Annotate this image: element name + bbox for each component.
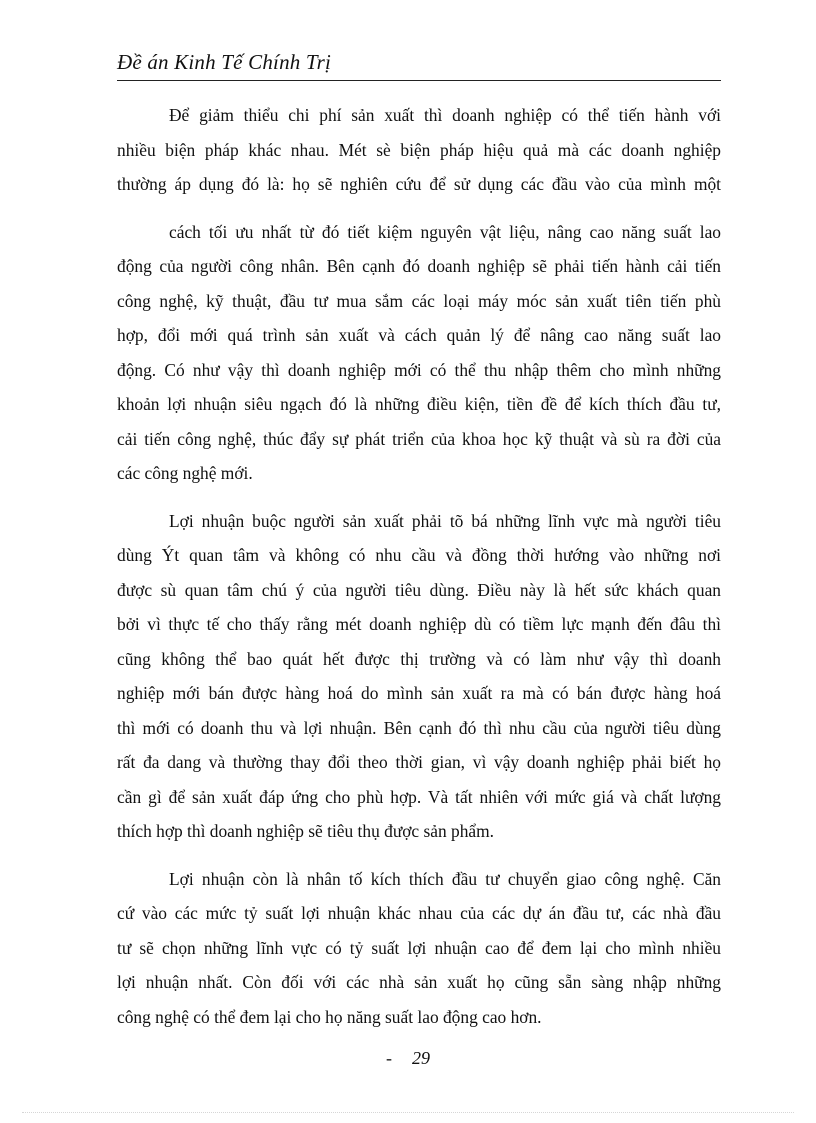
text-line: động. Có như vậy thì doanh nghiệp mới có thể thu nhập thêm cho mình những — [117, 359, 721, 380]
text-line: động của người công nhân. Bên cạnh đó doanh nghiệp sẽ phải tiến hành cải tiến — [117, 256, 721, 276]
text-line: công nghệ, kỹ thuật, đầu tư mua sắm các loại máy móc sản xuất tiên tiến phù — [117, 290, 721, 311]
text-line: Lợi nhuận còn là nhân tố kích thích đầu tư chuyển giao công nghệ. Căn — [169, 868, 721, 889]
paragraph — [117, 862, 721, 1035]
text-line: hợp, đổi mới quá trình sản xuất và cách quản lý để nâng cao năng suất lao — [117, 325, 721, 345]
paragraph — [117, 215, 721, 491]
text-line: được sù quan tâm chú ý của người tiêu dùng. Điều này là hết sức khách quan — [117, 579, 721, 600]
text-line: thích hợp thì doanh nghiệp sẽ tiêu thụ được sản phẩm. — [117, 821, 495, 841]
text-line: khoản lợi nhuận siêu ngạch đó là những điều kiện, tiền đề để kích thích đầu tư, — [117, 394, 721, 414]
text-line: tư sẽ chọn những lĩnh vực có tỷ suất lợi nhuận cao để đem lại cho mình nhiều — [117, 937, 721, 958]
text-line: cứ vào các mức tỷ suất lợi nhuận khác nhau của các dự án đầu tư, các nhà đầu — [117, 903, 721, 923]
text-line: cách tối ưu nhất từ đó tiết kiệm nguyên vật liệu, nâng cao năng suất lao — [169, 221, 721, 242]
text-line: nhiều biện pháp khác nhau. Mét sè biện pháp hiệu quả mà các doanh nghiệp — [117, 139, 721, 160]
text-line: thì mới có doanh thu và lợi nhuận. Bên cạnh đó thì nhu cầu của người tiêu dùng — [117, 717, 721, 738]
text-line: cần gì để sản xuất đáp ứng cho phù hợp. Và tất nhiên với mức giá và chất lượng — [117, 786, 721, 807]
paragraph — [117, 98, 721, 202]
page-footer — [0, 1048, 816, 1069]
page-number: 29 — [412, 1048, 430, 1068]
page-bottom-border — [22, 1112, 794, 1113]
header-divider — [117, 80, 721, 81]
text-line: Lợi nhuận buộc người sản xuất phải tõ bá những lĩnh vực mà người tiêu — [169, 510, 721, 531]
text-line: rất đa dang và thường thay đổi theo thời gian, vì vậy doanh nghiệp phải biết họ — [117, 752, 721, 772]
text-line: công nghệ có thể đem lại cho họ năng suất lao động cao hơn. — [117, 1006, 542, 1027]
paragraph — [117, 504, 721, 849]
text-line: lợi nhuận nhất. Còn đối với các nhà sản xuất họ cũng sẵn sàng nhập những — [117, 972, 721, 992]
text-line: thường áp dụng đó là: họ sẽ nghiên cứu để sử dụng các đầu vào của mình một — [117, 174, 721, 194]
text-line: Để giảm thiểu chi phí sản xuất thì doanh nghiệp có thể tiến hành với — [169, 105, 721, 125]
text-line: dùng Ýt quan tâm và không có nhu cầu và đồng thời hướng vào những nơi — [117, 545, 721, 565]
document-body — [117, 98, 721, 1034]
text-line: nghiệp mới bán được hàng hoá do mình sản xuất ra mà có bán được hàng hoá — [117, 683, 721, 703]
text-line: bởi vì thực tế cho thấy rằng mét doanh nghiệp dù có tiềm lực mạnh đến đâu thì — [117, 614, 721, 634]
page-header-title: Đề án Kinh Tế Chính Trị — [117, 50, 332, 74]
page-number-dash: - — [386, 1048, 392, 1068]
text-line: cũng không thể bao quát hết được thị trường và có làm như vậy thì doanh — [117, 648, 721, 669]
text-line: các công nghệ mới. — [117, 463, 253, 483]
text-line: cải tiến công nghệ, thúc đẩy sự phát triển của khoa học kỹ thuật và sù ra đời của — [117, 428, 721, 449]
